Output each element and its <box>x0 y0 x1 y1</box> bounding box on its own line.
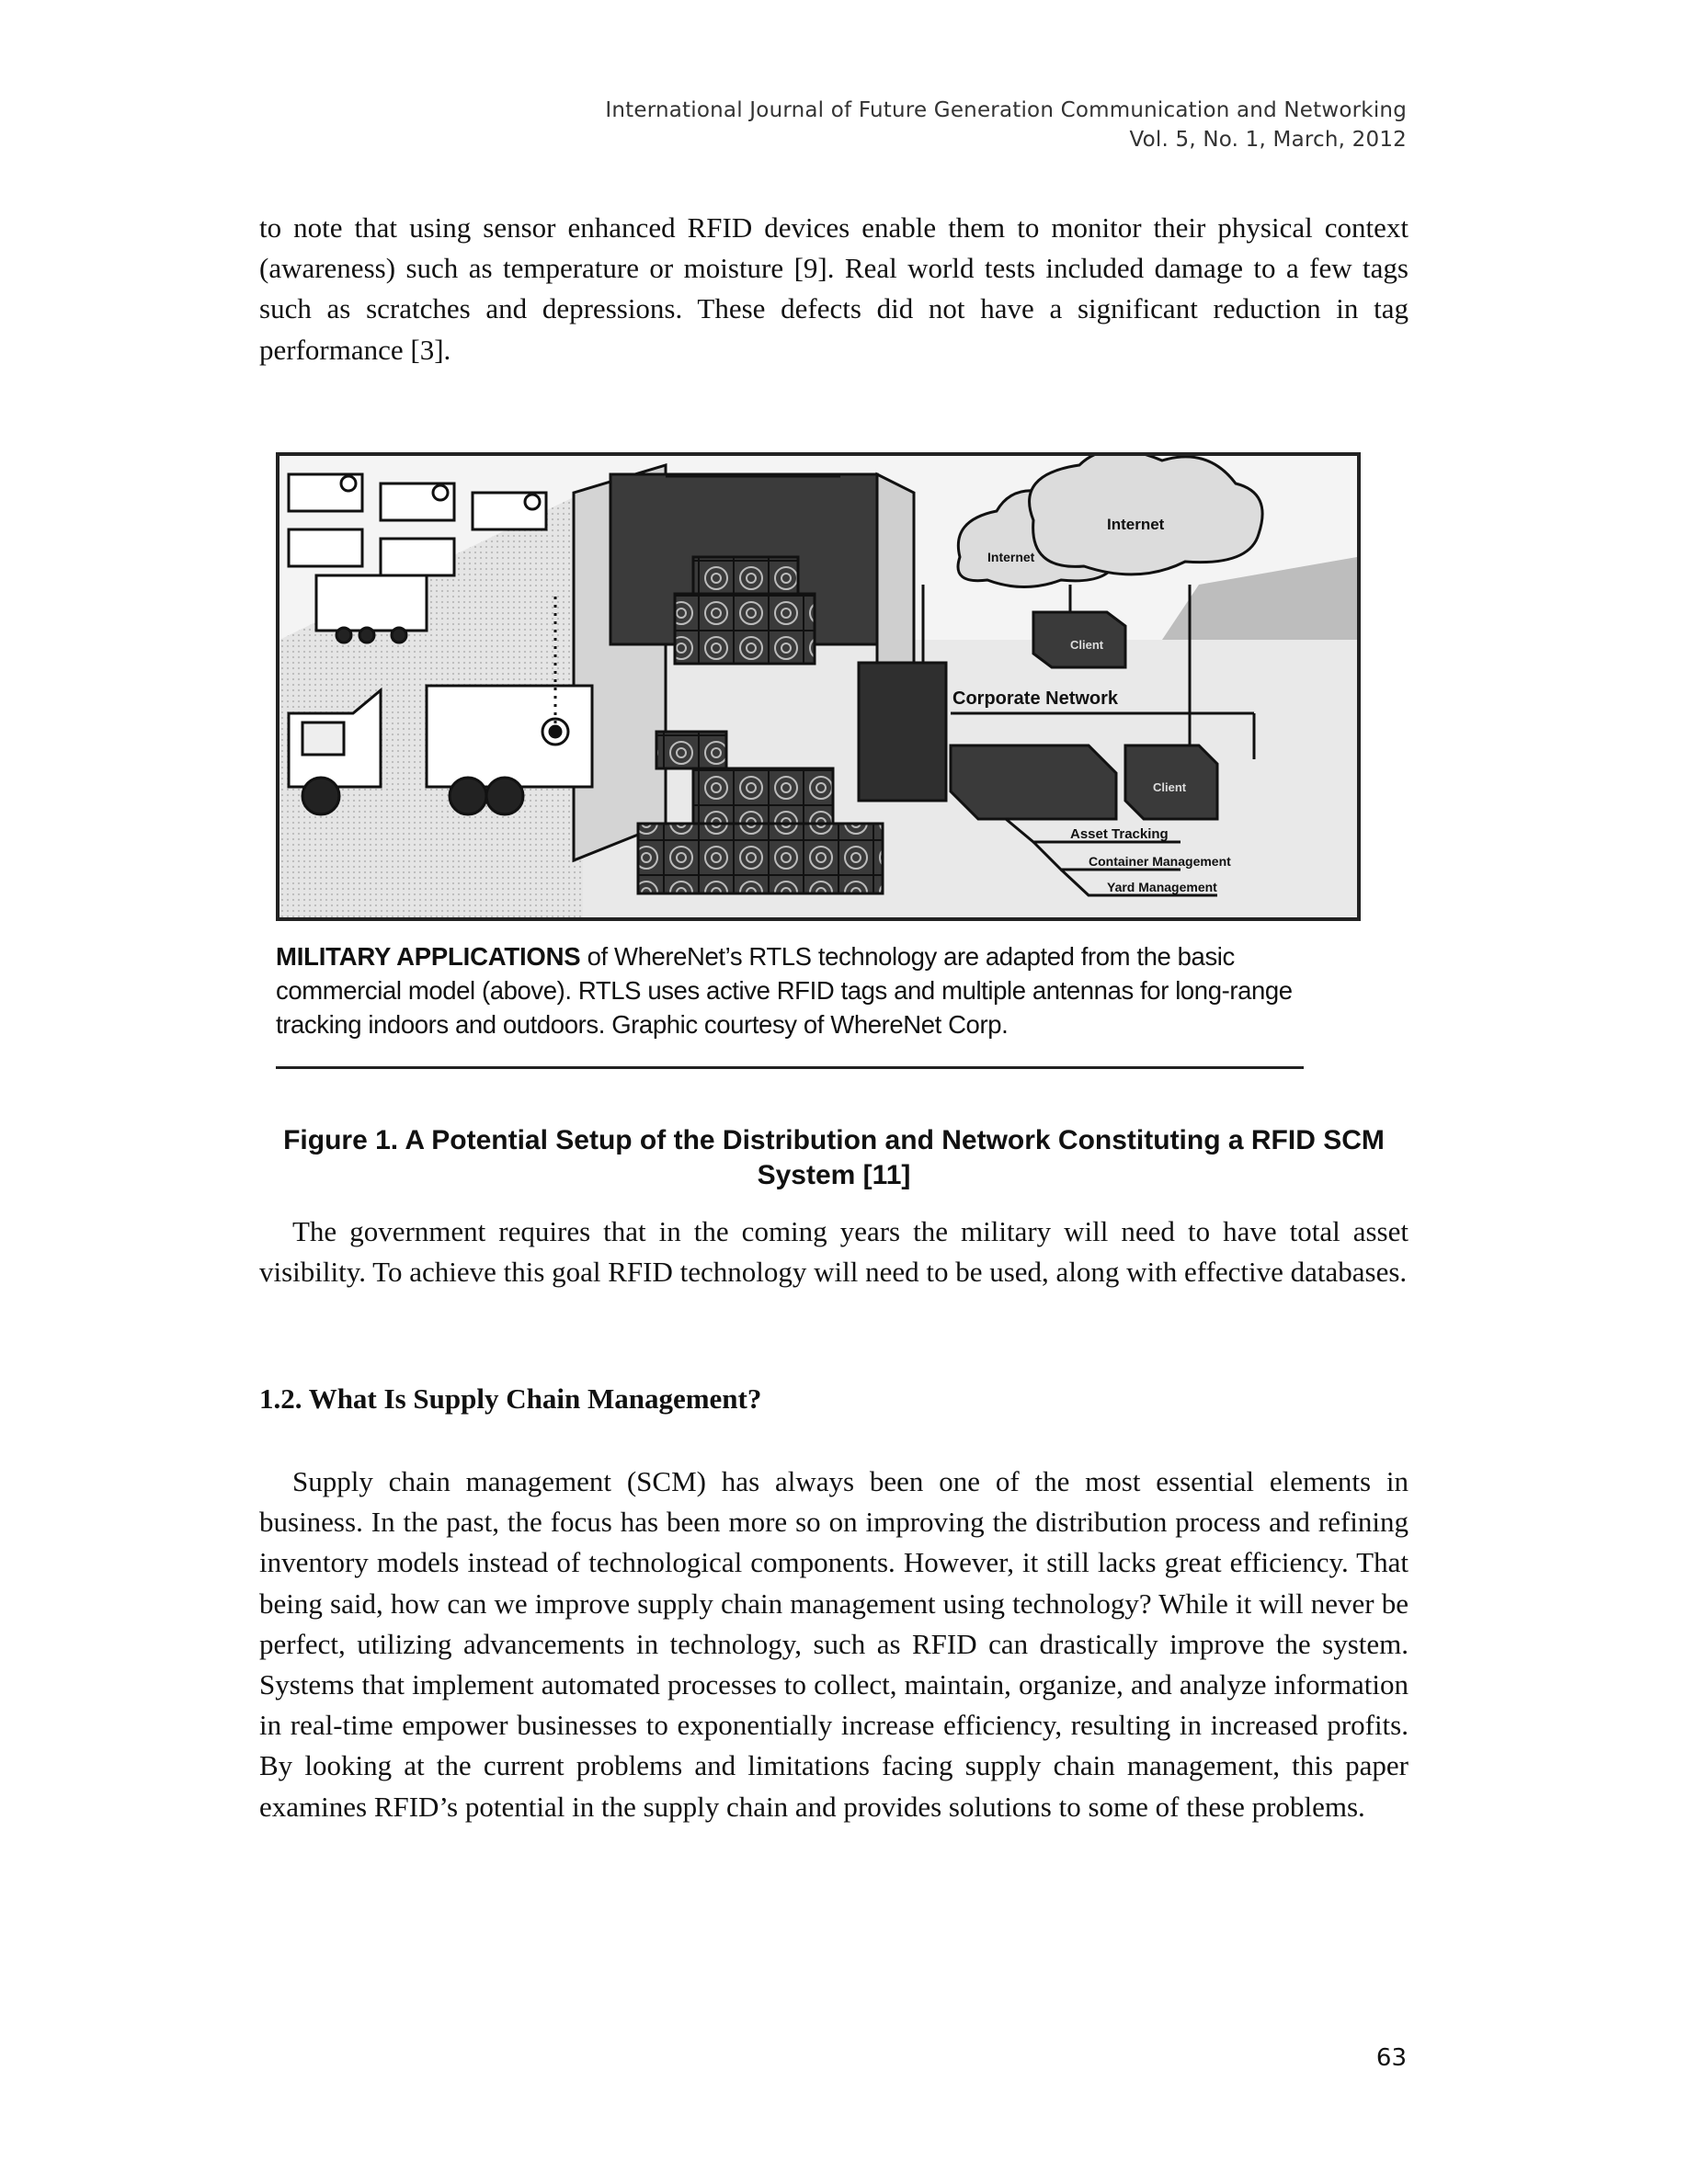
internet-label-small: Internet <box>987 550 1035 564</box>
journal-title: International Journal of Future Generation Communication and Networking <box>605 98 1407 122</box>
rfid-scm-diagram <box>279 456 1357 917</box>
client-label-right: Client <box>1153 780 1187 794</box>
internet-label-large: Internet <box>1107 516 1165 533</box>
caption-lead: MILITARY APPLICATIONS <box>276 942 581 971</box>
page-number: 63 <box>1375 2044 1407 2072</box>
journal-volume: Vol. 5, No. 1, March, 2012 <box>1129 128 1407 152</box>
figure-title: Figure 1. A Potential Setup of the Distribution and Network Constituting a RFID SCM System [11] <box>283 1125 1385 1190</box>
figure-illustration <box>276 452 1361 921</box>
figure-1 <box>276 452 1361 1068</box>
container-management-label: Container Management <box>1089 854 1231 869</box>
running-head <box>605 96 1407 154</box>
asset-tracking-label: Asset Tracking <box>1070 826 1169 842</box>
yard-management-label: Yard Management <box>1107 880 1217 894</box>
location-server <box>859 663 946 801</box>
corporate-network-label: Corporate Network <box>952 688 1119 709</box>
intro-paragraph: to note that using sensor enhanced RFID devices enable them to monitor their physical context (awareness) such as temperature or moisture [9]. Real world tests included damage to a few tags such as scratches and depressions. These defects did not have a significant reduction in tag performance [3]. <box>259 211 1409 366</box>
scm-paragraph: Supply chain management (SCM) has always been one of the most essential elements in business. In the past, the focus has been more so on improving the distribution process and refining inventory models instead of technological components. However, it still lacks great efficiency. That being said, how can we improve supply chain management using technology? While it will never be perfect, utilizing advancements in technology, such as RFID can drastically improve the system. Systems that implement automated processes to collect, maintain, organize, and analyze information in real-time empower businesses to exponentially increase efficiency, resulting in increased profits. By looking at the current problems and limitations facing supply chain management, this paper examines RFID’s potential in the supply chain and provides solutions to some of these problems. <box>259 1465 1409 1823</box>
government-paragraph: The government requires that in the coming years the military will need to have total asset visibility. To achieve this goal RFID technology will need to be used, along with effective databases. <box>259 1215 1409 1289</box>
client-label-top: Client <box>1070 638 1104 652</box>
caption-rule <box>276 1066 1304 1069</box>
application-server <box>951 745 1116 819</box>
section-heading: 1.2. What Is Supply Chain Management? <box>259 1382 762 1415</box>
caption-rest: of WhereNet’s RTLS technology are adapted from the basic commercial model (above). RTLS uses active RFID tags and multiple antennas for long-range tracking indoors and outdoors. Graphic courtesy of WhereNet Corp. <box>276 942 1293 1039</box>
figure-inner-caption <box>276 939 1315 1041</box>
